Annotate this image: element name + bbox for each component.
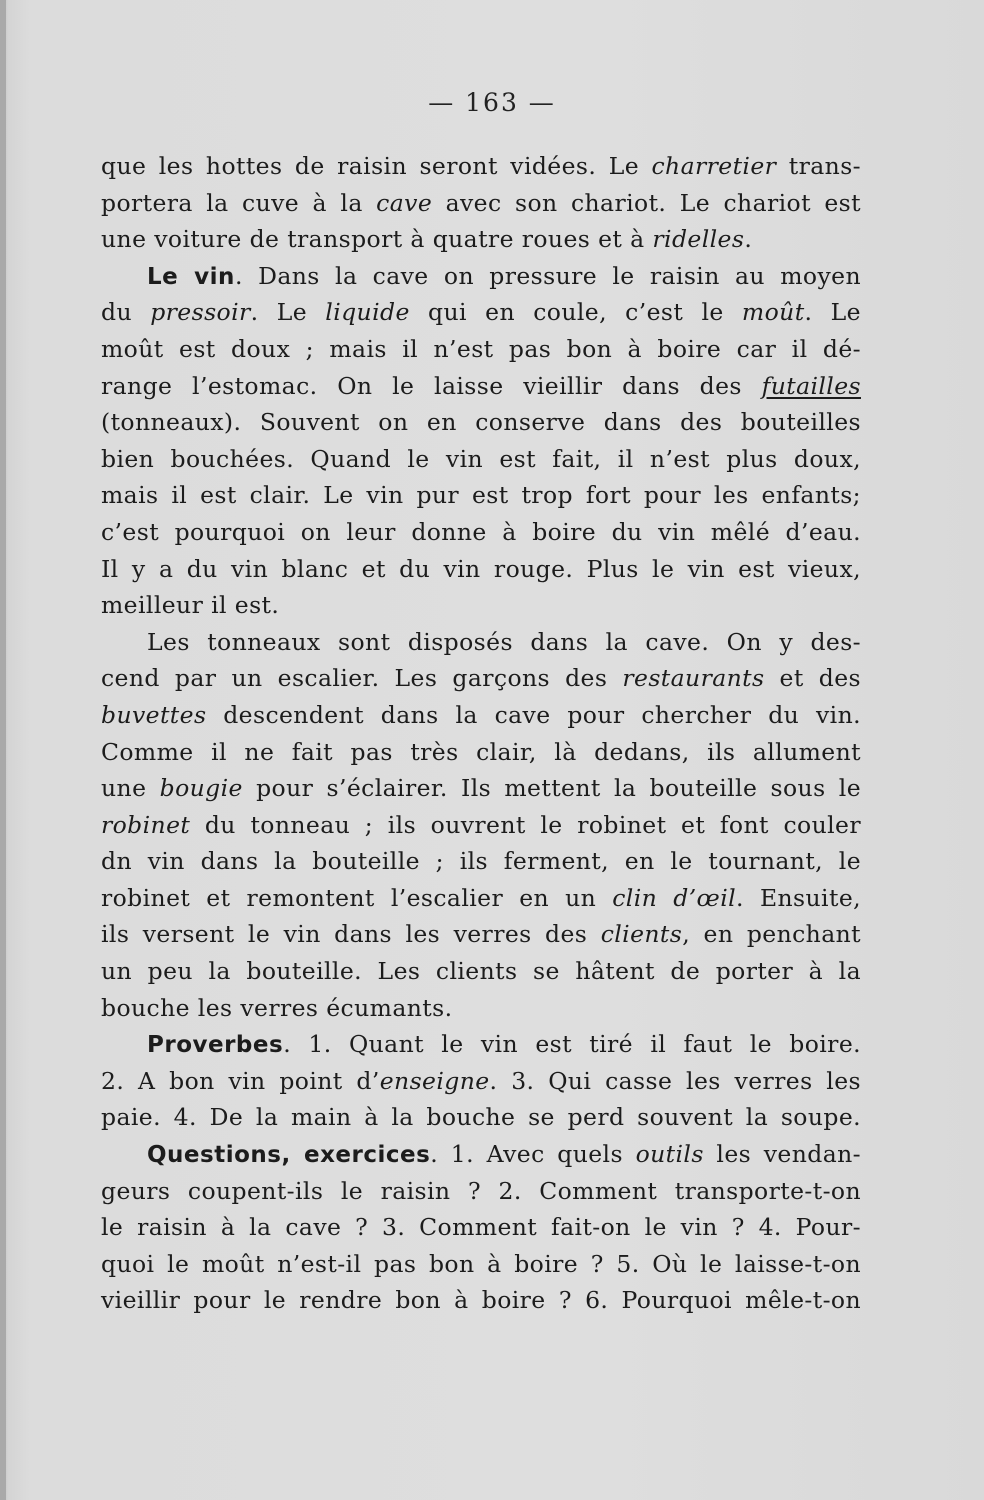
text-line [101,477,861,514]
text-run: . Le [250,298,326,327]
text-run: . Dans la cave on pressure le raisin au moyen [234,261,862,290]
text-line [101,880,861,917]
italic-term: outils [635,1140,704,1169]
text-line [101,697,861,734]
text-line [101,294,861,331]
text-line [101,1063,861,1100]
text-run: descendent dans la cave pour chercher du vin. [206,700,861,729]
text-run: mais il est clair. Le vin pur est trop fort pour les enfants; [101,481,861,510]
text-line [101,1282,861,1319]
text-line [101,514,861,551]
text-line [101,660,861,697]
text-line [101,551,861,588]
text-line [101,258,861,295]
text-run: . 1. Avec quels [430,1140,636,1169]
italic-term: clients [600,920,683,949]
text-line [101,441,861,478]
italic-term: cave [376,188,433,217]
text-run: du [101,298,151,327]
italic-term: pressoir [150,298,251,327]
italic-term: clin d’œil [612,883,737,912]
text-line [101,368,861,405]
text-line [101,404,861,441]
italic-term: moût [741,298,805,327]
text-run: les vendan- [703,1140,862,1169]
text-line [101,221,861,258]
text-run: avec son chariot. Le chariot est [432,188,861,217]
text-run: Comme il ne fait pas très clair, là dedans, ils allument [101,737,861,766]
text-line [101,148,861,185]
text-run: bouche les verres écumants. [101,993,453,1022]
text-run: meilleur il est. [101,591,280,620]
text-line [101,331,861,368]
italic-term: buvettes [101,700,207,729]
text-run: . Le [804,298,861,327]
text-run: range l’estomac. On le laisse vieillir dans des [101,371,762,400]
text-run: ils versent le vin dans les verres des [101,920,601,949]
text-line [101,770,861,807]
text-run: paie. 4. De la main à la bouche se perd souvent la soupe. [101,1103,861,1132]
text-run: Les tonneaux sont disposés dans la cave. On y des- [147,627,861,656]
italic-term: futailles [761,371,861,400]
text-run: moût est doux ; mais il n’est pas bon à boire car il dé- [101,334,861,363]
text-run: . 3. Qui casse les verres les [489,1066,861,1095]
text-run: une voiture de transport à quatre roues et à [101,225,653,254]
text-line [101,807,861,844]
text-run: , en penchant [682,920,861,949]
text-run: 2. A bon vin point d’ [101,1066,380,1095]
section-heading: Le vin [147,263,235,290]
text-run: qui en coule, c’est le [409,298,742,327]
italic-term: restaurants [622,664,765,693]
page-number: — 163 — [428,88,556,117]
text-run: (tonneaux). Souvent on en conserve dans des bouteilles [101,408,861,437]
italic-term: ridelles [652,225,745,254]
text-run: . 1. Quant le vin est tiré il faut le boire. [283,1030,861,1059]
text-line [101,185,861,222]
text-line [101,1099,861,1136]
italic-term: enseigne [379,1066,490,1095]
italic-term: robinet [101,810,191,839]
text-run: robinet et remontent l’escalier en un [101,883,613,912]
text-line [101,990,861,1027]
text-line [101,624,861,661]
italic-term: charretier [651,152,777,180]
text-line [101,1026,861,1063]
text-run: une [101,774,160,803]
text-run: du tonneau ; ils ouvrent le robinet et font couler [190,810,861,839]
text-run: trans- [776,152,861,180]
text-run: quoi le moût n’est-il pas bon à boire ? 5. Où le laisse-t-on [101,1249,861,1278]
text-line [101,953,861,990]
section-heading: Proverbes [147,1032,284,1059]
text-line [101,1173,861,1210]
text-run: c’est pourquoi on leur donne à boire du vin mêlé d’eau. [101,517,861,546]
text-run: dn vin dans la bouteille ; ils ferment, en le tournant, le [101,847,861,876]
text-line [101,916,861,953]
text-run: pour s’éclairer. Ils mettent la bouteille sous le [242,774,862,803]
text-line [101,734,861,771]
italic-term: liquide [325,298,410,327]
text-run: que les hottes de raisin seront vidées. Le [101,152,652,180]
italic-term: bougie [159,774,243,803]
text-line [101,587,861,624]
text-run: vieillir pour le rendre bon à boire ? 6. Pourquoi mêle-t-on [101,1286,861,1315]
text-run: geurs coupent-ils le raisin ? 2. Comment transporte-t-on [101,1176,861,1205]
text-run: Il y a du vin blanc et du vin rouge. Plus le vin est vieux, [101,554,861,583]
text-line [101,1136,861,1173]
section-heading: Questions, exercices [147,1142,431,1169]
text-run: bien bouchées. Quand le vin est fait, il n’est plus doux, [101,444,861,473]
page-spine-shadow [0,0,6,1500]
text-run: . [744,225,753,254]
text-line [101,843,861,880]
text-line [101,1246,861,1283]
text-run: le raisin à la cave ? 3. Comment fait-on le vin ? 4. Pour- [101,1213,861,1242]
text-run: cend par un escalier. Les garçons des [101,664,623,693]
text-run: un peu la bouteille. Les clients se hâtent de porter à la [101,957,861,986]
body-text [101,148,861,1319]
text-run: et des [764,664,861,693]
text-run: portera la cuve à la [101,188,377,217]
text-line [101,1209,861,1246]
text-run: . Ensuite, [736,883,861,912]
